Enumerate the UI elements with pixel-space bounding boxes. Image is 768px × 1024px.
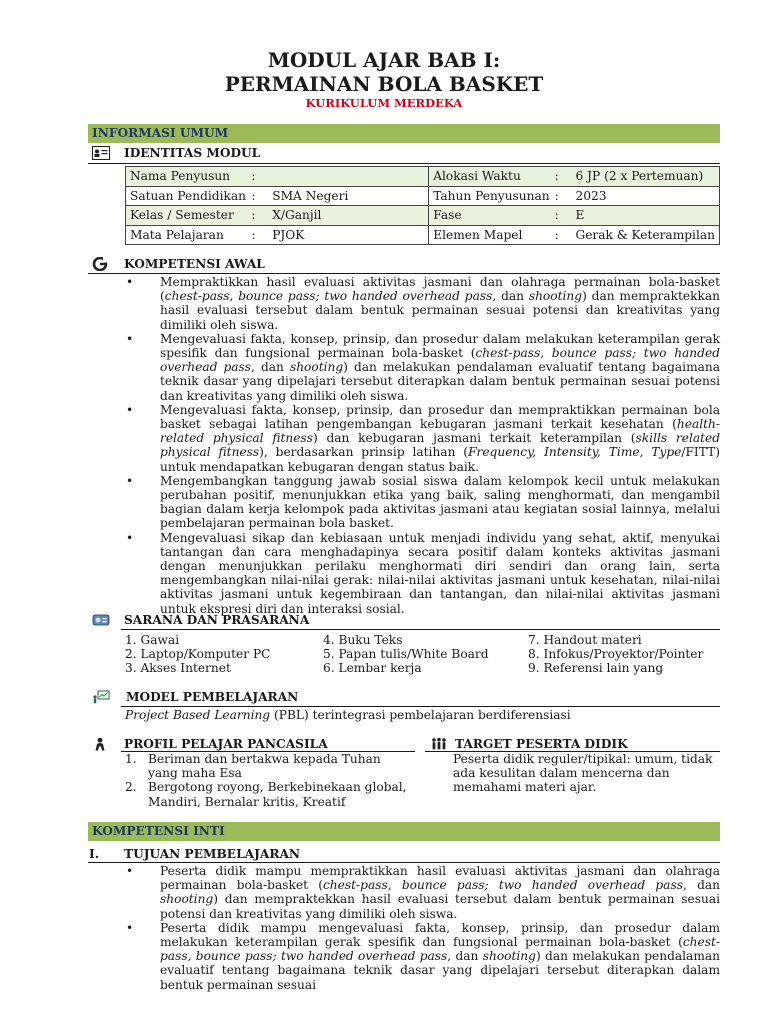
italic-term: skills related physical fitness <box>160 431 721 460</box>
section-title-sarana: SARANA DAN PRASARANA <box>124 613 310 627</box>
kompetensi-awal-list <box>124 275 720 616</box>
section-rule <box>88 273 720 274</box>
doc-title <box>0 48 768 96</box>
tujuan-number: I. <box>89 847 99 861</box>
kompetensi-awal-item <box>124 275 720 332</box>
kompetensi-awal-item <box>124 531 720 616</box>
italic-term: shooting <box>160 892 214 907</box>
identity-row <box>126 167 720 187</box>
italic-term: shooting <box>482 949 536 964</box>
section-bar-kompetensi-inti: KOMPETENSI INTI <box>88 822 720 841</box>
identity-row <box>126 206 720 226</box>
text-segment: Mengembangkan tanggung jawab sosial siswa dalam kelompok kecil untuk melakukan perubahan positif, menunjukkan etika yang baik, saling menghormati, dan mengambil bagian dalam kerja kelompok pada aktivitas jasmani atau kegiatan sosial lainnya, melalui pembelajaran permainan bola basket. <box>160 473 720 531</box>
tujuan-list <box>124 864 720 992</box>
identity-label: Tahun Penyusunan <box>429 186 555 206</box>
text-segment: Mengevaluasi fakta, konsep, prinsip, dan prosedur dalam melakukan keterampilan gerak spesifik dan fungsional permainan bola-basket ( <box>160 331 720 361</box>
text-segment: Peserta didik mampu mempraktikkan hasil evaluasi aktivitas jasmani dan olahraga permainan bola-basket ( <box>160 864 720 893</box>
section-rule <box>88 862 720 863</box>
section-title-kompetensi-awal: KOMPETENSI AWAL <box>124 257 265 271</box>
identity-colon: : <box>251 167 268 187</box>
sarana-item: 9. Referensi lain yang <box>528 661 664 676</box>
profil-text: Beriman dan bertakwa kepada Tuhan yang maha Esa <box>148 752 381 781</box>
section-rule <box>88 163 720 164</box>
italic-term: chest-pass, bounce pass; two handed overhead pass <box>164 289 493 304</box>
sarana-item: 8. Infokus/Proyektor/Pointer <box>528 647 704 662</box>
text-segment: , dan <box>447 949 483 964</box>
sarana-item: 5. Papan tulis/White Board <box>323 647 489 662</box>
identity-table <box>125 166 720 245</box>
title-line-1: MODUL AJAR BAB I: <box>267 48 501 72</box>
identity-colon: : <box>555 167 572 187</box>
section-title-identitas: IDENTITAS MODUL <box>124 146 261 160</box>
model-description: (PBL) terintegrasi pembelajaran berdiferensiasi <box>270 708 571 722</box>
profil-item <box>125 780 407 808</box>
identity-label: Nama Penyusun <box>126 167 252 187</box>
section-title-tujuan: TUJUAN PEMBELAJARAN <box>124 847 301 861</box>
section-title-target: TARGET PESERTA DIDIK <box>455 737 628 751</box>
sarana-item: 6. Lembar kerja <box>323 661 422 676</box>
identity-row <box>126 225 720 245</box>
text-segment: , dan <box>492 289 529 304</box>
identity-label: Fase <box>429 206 555 226</box>
italic-term: shooting <box>289 360 344 375</box>
text-segment: /FITT) untuk mendapatkan kebugaran dengan status baik. <box>160 445 720 474</box>
italic-term: Frequency, Intensity, Time, Type <box>468 445 682 460</box>
italic-term: chest-pass, bounce pass; two handed overhead pass <box>160 935 720 964</box>
profil-item <box>125 752 407 780</box>
tujuan-item <box>124 864 720 921</box>
text-segment: , dan <box>251 360 290 375</box>
identity-value: 2023 <box>571 186 719 206</box>
profil-text: Bergotong royong, Berkebinekaan global, Mandiri, Bernalar kritis, Kreatif <box>148 780 407 809</box>
kompetensi-awal-item <box>124 332 720 403</box>
profil-number: 1. <box>125 752 137 766</box>
model-text <box>125 708 571 722</box>
tujuan-item <box>124 921 720 992</box>
italic-term: chest-pass, bounce pass; two handed overhead pass <box>160 346 720 375</box>
identity-colon: : <box>251 225 268 245</box>
sarana-item: 1. Gawai <box>125 633 180 647</box>
sarana-item: 4. Buku Teks <box>323 633 403 647</box>
text-segment: Mengevaluasi sikap dan kebiasaan untuk menjadi individu yang sehat, aktif, menyukai tantangan dan cara menghadapinya secara positif dalam konteks aktivitas jasmani dengan menunjukkan perilaku menghormati diri sendiri dan orang lain, serta mengembangkan nilai-nilai gerak: nilai-nilai aktivitas jasmani untuk kesehatan, nilai-nilai aktivitas jasmani untuk kegembiraan dan tantangan, dan nilai-nilai aktivitas jasmani untuk ekspresi diri dan interaksi sosial. <box>160 530 720 616</box>
identity-colon: : <box>251 206 268 226</box>
id-card-icon <box>92 146 110 160</box>
text-segment: ) dan mempraktekkan hasil evaluasi tersebut dalam bentuk permainan sesuai potensi dan kreativitas yang dimiliki oleh siswa. <box>160 289 721 332</box>
identity-label: Alokasi Waktu <box>429 167 555 187</box>
text-segment: ) dan melakukan pendalaman evaluatif tentang bagaimana teknik dasar yang dipelajari tersebut diterapkan dalam bentuk permainan sesuai <box>160 949 720 992</box>
identity-colon: : <box>555 186 572 206</box>
text-segment: Mengevaluasi fakta, konsep, prinsip, dan prosedur dan mempraktikkan permainan bola basket sebagai latihan pengembangan kebugaran jasmani terkait kesehatan ( <box>160 402 720 432</box>
person-icon <box>92 737 110 751</box>
identity-value: E <box>571 206 719 226</box>
sarana-item: 7. Handout materi <box>528 633 642 647</box>
identity-value: Gerak & Keterampilan <box>571 225 719 245</box>
identity-value: SMA Negeri <box>268 186 429 206</box>
profil-list <box>125 752 407 809</box>
text-segment: ) dan kebugaran jasmani terkait keterampilan ( <box>312 431 636 446</box>
group-people-icon <box>430 737 448 751</box>
section-rule <box>121 706 720 707</box>
text-segment: ) dan mempraktekkan hasil evaluasi tersebut dalam bentuk permainan sesuai potensi dan kreativitas yang dimiliki oleh siswa. <box>160 892 720 921</box>
identity-value <box>268 167 429 187</box>
model-name: Project Based Learning <box>125 708 271 722</box>
text-segment: ) dan melakukan pendalaman evaluatif tentang bagaimana teknik dasar yang dipelajari tersebut diterapkan dalam bentuk permainan sesuai potensi dan kreativitas yang dimiliki oleh siswa. <box>160 360 721 403</box>
identity-value: 6 JP (2 x Pertemuan) <box>571 167 719 187</box>
identity-value: PJOK <box>268 225 429 245</box>
identity-label: Satuan Pendidikan <box>126 186 252 206</box>
sarana-grid <box>125 633 720 676</box>
text-segment: ), berdasarkan prinsip latihan ( <box>259 445 469 460</box>
identity-label: Kelas / Semester <box>126 206 252 226</box>
sarana-item: 2. Laptop/Komputer PC <box>125 647 271 662</box>
section-title-profil: PROFIL PELAJAR PANCASILA <box>124 737 328 751</box>
identity-label: Mata Pelajaran <box>126 225 252 245</box>
profil-number: 2. <box>125 780 137 795</box>
kompetensi-awal-item <box>124 474 720 531</box>
section-rule <box>121 629 720 630</box>
identity-label: Elemen Mapel <box>429 225 555 245</box>
text-segment: Mempraktikkan hasil evaluasi aktivitas jasmani dan olahraga permainan bola-basket ( <box>160 275 720 304</box>
identity-value: X/Ganjil <box>268 206 429 226</box>
chart-board-icon <box>92 690 110 704</box>
identity-colon: : <box>555 225 572 245</box>
text-segment: , dan <box>682 878 720 893</box>
italic-term: shooting <box>528 289 583 304</box>
identity-colon: : <box>251 186 268 206</box>
section-bar-informasi-umum: INFORMASI UMUM <box>88 124 720 143</box>
doc-subtitle: KURIKULUM MERDEKA <box>305 96 463 110</box>
italic-term: health-related physical fitness <box>160 417 720 446</box>
g-logo-icon <box>92 257 110 271</box>
title-line-2: PERMAINAN BOLA BASKET <box>224 72 544 96</box>
target-text: Peserta didik reguler/tipikal: umum, tidak ada kesulitan dalam mencerna dan memahami materi ajar. <box>453 752 713 795</box>
identity-colon: : <box>555 206 572 226</box>
italic-term: chest-pass, bounce pass; two handed overhead pass <box>322 878 683 893</box>
projector-icon <box>92 613 110 627</box>
section-title-model: MODEL PEMBELAJARAN <box>126 690 299 704</box>
kompetensi-awal-item <box>124 403 720 474</box>
text-segment: Peserta didik mampu mengevaluasi fakta, konsep, prinsip, dan prosedur dalam melakukan keterampilan gerak spesifik dan fungsional permainan bola-basket ( <box>160 920 720 950</box>
sarana-item: 3. Akses Internet <box>125 661 231 676</box>
identity-row <box>126 186 720 206</box>
